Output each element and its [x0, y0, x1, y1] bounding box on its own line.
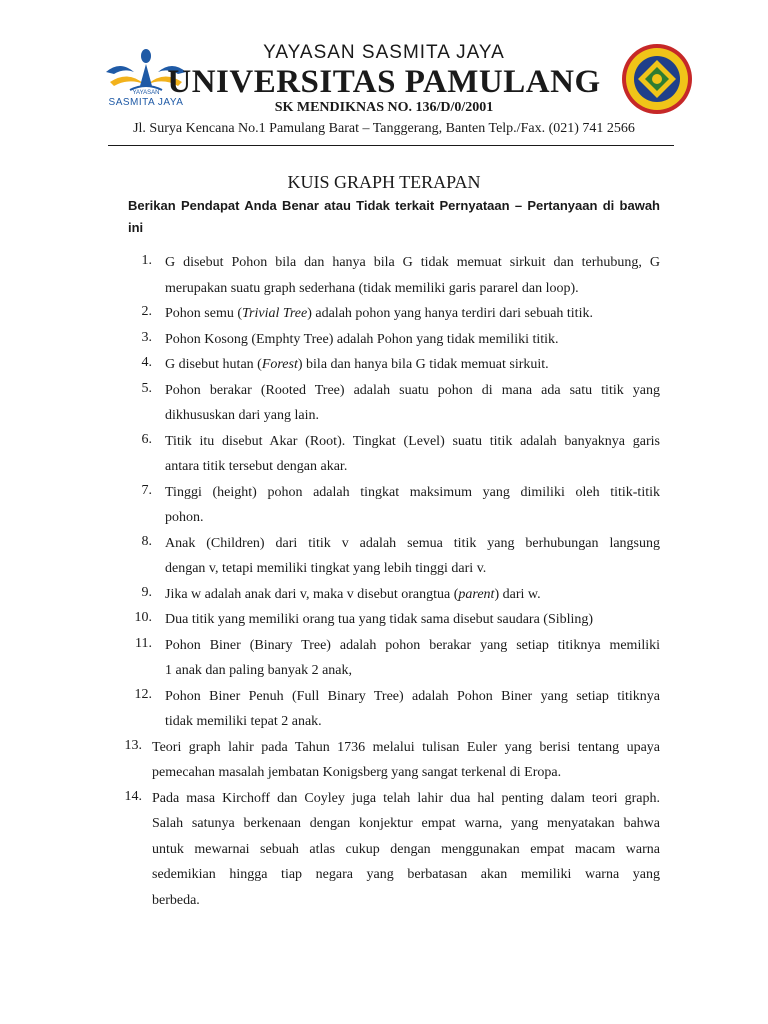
- question-number: 13.: [124, 737, 142, 753]
- question-line: Pohon Biner Penuh (Full Binary Tree) adalah Pohon Biner yang setiap titiknya: [165, 688, 660, 704]
- question-line: dikhususkan dari yang lain.: [165, 408, 319, 423]
- page-title: KUIS GRAPH TERAPAN: [287, 172, 481, 192]
- question-line: Teori graph lahir pada Tahun 1736 melalui tulisan Euler yang berisi tentang upaya: [152, 739, 660, 755]
- question-text: [165, 633, 660, 684]
- question-number: 4.: [141, 355, 152, 370]
- question-text: [165, 429, 660, 480]
- question-line: dengan v, tetapi memiliki tingkat yang lebih tinggi dari v.: [165, 561, 487, 576]
- question-number: 11.: [135, 635, 152, 651]
- decree-number: SK MENDIKNAS NO. 136/D/0/2001: [274, 100, 494, 115]
- logo-text-top: YAYASAN: [132, 90, 160, 96]
- question-line: berbeda.: [152, 892, 200, 908]
- question-text: [165, 378, 660, 429]
- question-number: 6.: [141, 431, 152, 447]
- question-number: 1.: [141, 253, 152, 268]
- question-number: 2.: [141, 304, 152, 319]
- question-line: Dua titik yang memiliki orang tua yang tidak sama disebut saudara (Sibling): [165, 612, 594, 627]
- foundation-name: YAYASAN SASMITA JAYA: [263, 42, 505, 63]
- question-line: pemecahan masalah jembatan Konigsberg yang sangat terkenal di Eropa.: [152, 765, 562, 780]
- question-text: [165, 684, 660, 735]
- question-text: [165, 582, 660, 608]
- question-line: Pohon Biner (Binary Tree) adalah pohon berakar yang setiap titiknya memiliki: [165, 637, 660, 653]
- question-line: Jika w adalah anak dari v, maka v disebut orangtua (parent) dari w.: [165, 586, 541, 602]
- question-number: 14.: [124, 788, 142, 804]
- question-line: Tinggi (height) pohon adalah tingkat maksimum yang dimiliki oleh titik-titik: [165, 484, 660, 500]
- question-line: Anak (Children) dari titik v adalah semua titik yang berhubungan langsung: [165, 535, 660, 551]
- logo-text-bottom: SASMITA JAYA: [108, 97, 184, 108]
- question-line: sedemikian hingga tiap negara yang berbatasan akan memiliki warna yang: [152, 867, 660, 882]
- question-line: 1 anak dan paling banyak 2 anak,: [165, 663, 352, 678]
- university-seal-icon: [620, 42, 694, 116]
- question-text: [165, 531, 660, 582]
- question-text: [165, 250, 660, 301]
- question-line: pohon.: [165, 510, 204, 525]
- question-text: [152, 786, 660, 914]
- question-line: tidak memiliki tepat 2 anak.: [165, 714, 322, 729]
- question-line: untuk mewarnai sebuah atlas cukup dengan menggunakan empat macam warna: [152, 841, 660, 857]
- question-line: Pohon semu (Trivial Tree) adalah pohon yang hanya terdiri dari sebuah titik.: [165, 306, 593, 321]
- question-number: 3.: [141, 329, 152, 345]
- question-text: [165, 352, 660, 378]
- question-line: Pohon berakar (Rooted Tree) adalah suatu pohon di mana ada satu titik yang: [165, 382, 660, 398]
- question-number: 10.: [134, 610, 152, 625]
- question-line: Pada masa Kirchoff dan Coyley juga telah lahir dua hal penting dalam teori graph.: [152, 790, 660, 806]
- question-number: 7.: [141, 482, 152, 498]
- question-number: 9.: [141, 584, 152, 600]
- header-divider: [108, 145, 674, 146]
- question-line: G disebut Pohon bila dan hanya bila G tidak memuat sirkuit dan terhubung, G: [165, 255, 660, 270]
- question-number: 8.: [141, 533, 152, 549]
- question-line: antara titik tersebut dengan akar.: [165, 459, 348, 474]
- question-text: [165, 327, 660, 353]
- question-line: Titik itu disebut Akar (Root). Tingkat (Level) suatu titik adalah banyaknya garis: [165, 433, 660, 449]
- university-address: Jl. Surya Kencana No.1 Pamulang Barat – Tanggerang, Banten Telp./Fax. (021) 741 2566: [133, 121, 635, 136]
- question-text: [165, 301, 660, 327]
- question-text: [152, 735, 660, 786]
- question-line: merupakan suatu graph sederhana (tidak memiliki garis pararel dan loop).: [165, 280, 579, 296]
- instructions: Berikan Pendapat Anda Benar atau Tidak terkait Pernyataan – Pertanyaan di bawah ini: [128, 198, 660, 235]
- question-line: Salah satunya berkenaan dengan konjektur empat warna, yang menyatakan bahwa: [152, 816, 660, 831]
- question-number: 12.: [134, 686, 152, 702]
- question-line: G disebut hutan (Forest) bila dan hanya bila G tidak memuat sirkuit.: [165, 357, 549, 372]
- university-name: UNIVERSITAS PAMULANG: [167, 64, 601, 100]
- question-text: [165, 480, 660, 531]
- question-number: 5.: [141, 380, 152, 396]
- question-text: [165, 607, 660, 633]
- question-line: Pohon Kosong (Emphty Tree) adalah Pohon yang tidak memiliki titik.: [165, 331, 559, 347]
